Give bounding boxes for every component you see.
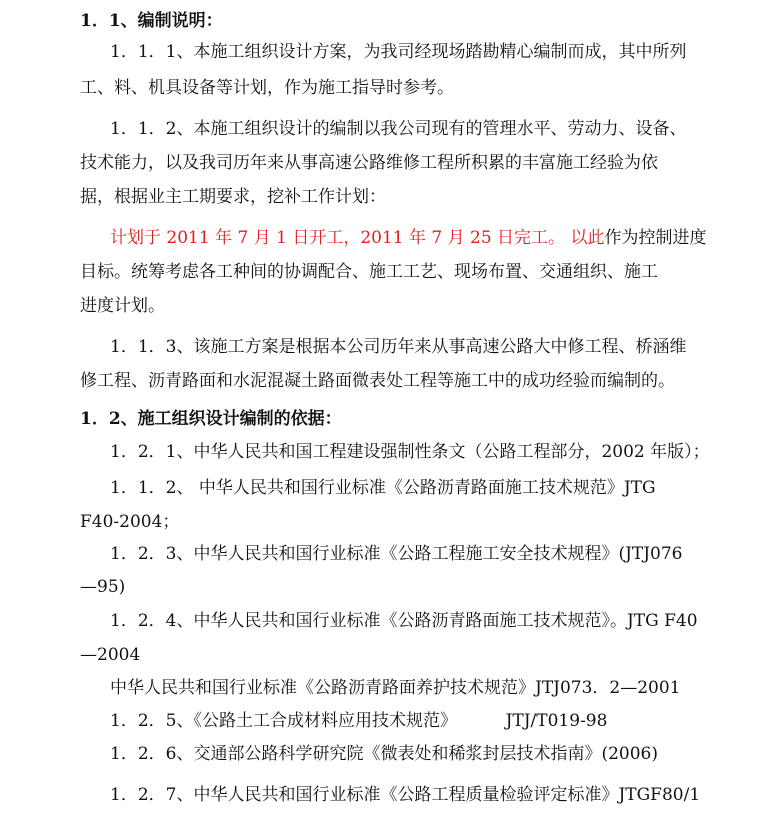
paragraph-schedule-line-3: 进度计划。	[80, 296, 165, 316]
paragraph-1-1-2-line-3: 据，根据业主工期要求，挖补工作计划：	[80, 187, 386, 207]
section-heading-1-2: 1．2、施工组织设计编制的依据：	[80, 409, 342, 429]
basis-item-4-line-1: 1．2．4、中华人民共和国行业标准《公路沥青路面施工技术规范》。JTG F40	[110, 611, 698, 631]
basis-item-6: 1．2．6、交通部公路科学研究院《微表处和稀浆封层技术指南》(2006)	[110, 744, 658, 764]
paragraph-1-1-1-line-1: 1．1．1、本施工组织设计方案，为我司经现场踏勘精心编制而成，其中所列	[110, 42, 687, 62]
basis-item-3-line-2: —95)	[80, 577, 126, 597]
paragraph-1-1-3-line-2: 修工程、沥青路面和水泥混凝土路面微表处工程等施工中的成功经验而编制的。	[80, 371, 675, 391]
paragraph-schedule-line-2: 目标。统筹考虑各工种间的协调配合、施工工艺、现场布置、交通组织、施工	[80, 262, 658, 282]
schedule-highlight: 计划于 2011 年 7 月 1 日开工，2011 年 7 月 25 日完工。 以此	[110, 228, 605, 248]
paragraph-1-1-2-line-1: 1．1．2、本施工组织设计的编制以我公司现有的管理水平、劳动力、设备、	[110, 119, 687, 139]
paragraph-schedule-line-1	[110, 227, 706, 249]
basis-item-2-line-1: 1．1．2、 中华人民共和国行业标准《公路沥青路面施工技术规范》JTG	[110, 478, 656, 498]
schedule-tail: 作为控制进度	[604, 228, 707, 248]
basis-item-4-line-2: —2004	[80, 645, 141, 665]
basis-item-7: 1．2．7、中华人民共和国行业标准《公路工程质量检验评定标准》JTGF80/1	[110, 785, 701, 805]
section-heading-1-1: 1．1、编制说明：	[80, 11, 223, 31]
basis-item-maintenance-spec: 中华人民共和国行业标准《公路沥青路面养护技术规范》JTJ073．2—2001	[110, 678, 681, 698]
paragraph-1-1-3-line-1: 1．1．3、该施工方案是根据本公司历年来从事高速公路大中修工程、桥涵维	[110, 337, 687, 357]
basis-item-5: 1．2．5、《公路土工合成材料应用技术规范》 JTJ/T019-98	[110, 711, 608, 731]
basis-item-3-line-1: 1．2．3、中华人民共和国行业标准《公路工程施工安全技术规程》(JTJ076	[110, 544, 683, 564]
paragraph-1-1-1-line-2: 工、料、机具设备等计划，作为施工指导时参考。	[80, 78, 454, 98]
paragraph-1-1-2-line-2: 技术能力，以及我司历年来从事高速公路维修工程所积累的丰富施工经验为依	[80, 153, 658, 173]
basis-item-1: 1．2．1、中华人民共和国工程建设强制性条文（公路工程部分，2002 年版）；	[110, 442, 710, 462]
basis-item-2-line-2: F40-2004；	[80, 512, 180, 532]
